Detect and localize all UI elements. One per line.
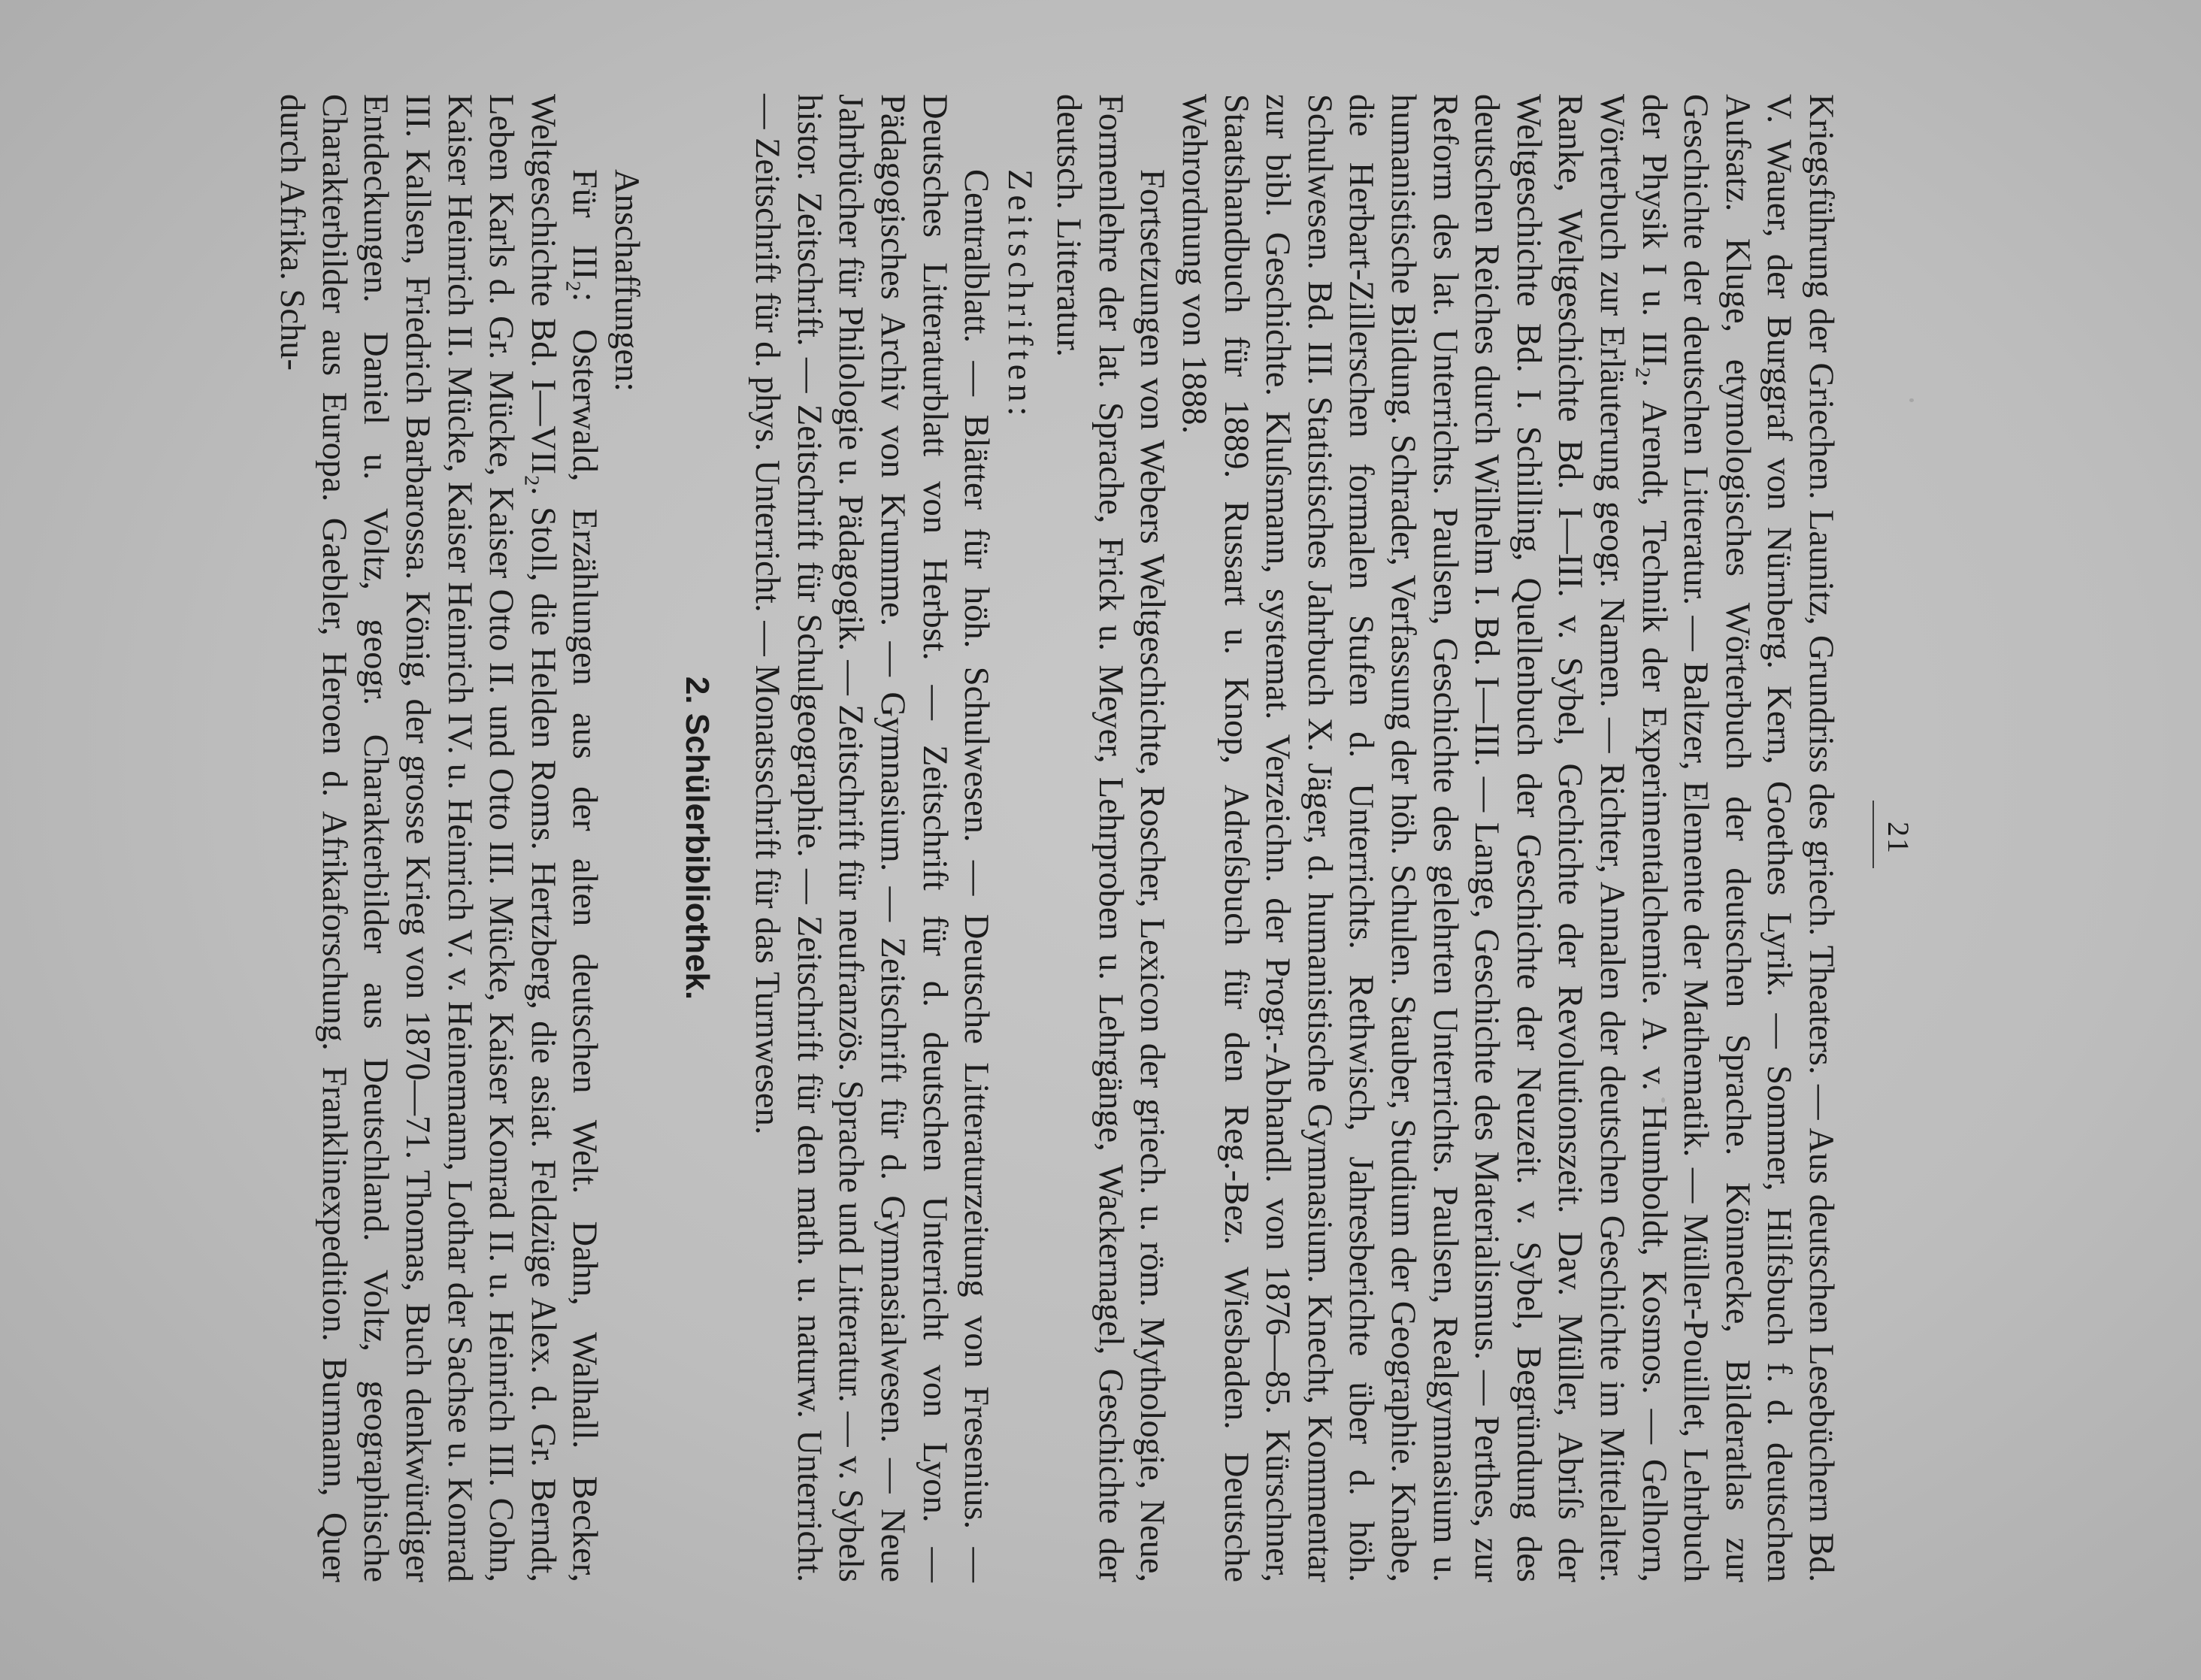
page-body — [271, 94, 1842, 1582]
journals-subheading: Zeitschriften: — [1000, 169, 1039, 421]
page-number-rule — [1873, 801, 1874, 868]
journals-paragraph: Centralblatt. — Blätter für höh. Schulwesen. — Deutsche Litteraturzeitung von Fresenius. — Deutsches Litteraturblatt von Herbst. — Zeitschrift für d. deutschen Unterricht von Lyon. — Pädagogisches Archiv von Krumme. — Gymnasium. — Zeitschrift für d. Gymnasialwesen. — Neue Jahrbücher für Philologie u. Pädagogik. — Zeitschrift für neufranzös. Sprache und Litteratur. — v. Sybels histor. Zeitschrift. — Zeitschrift für Schulgeographie. — Zeitschrift für den math. u. naturw. Unterricht. — Zeitschrift für d. phys. Unterricht. — Monatsschrift für das Turnwesen. — [748, 94, 996, 1582]
acquisitions-paragraph: Für III₂: Osterwald, Erzählungen aus der alten deutschen Welt. Dahn, Walhall. Becker, Weltgeschichte Bd. I—VII₂. Stoll, die Helden Roms. Hertzberg, die asiat. Feldzüge Alex. d. Gr. Berndt, Leben Karls d. Gr. Mücke, Kaiser Otto II. und Otto III. Mücke, Kaiser Konrad II. u. Heinrich III. Cohn, Kaiser Heinrich II. Mücke, Kaiser Heinrich IV. u. Heinrich V. v. Heinemann, Lothar der Sachse u. Konrad III. Kallsen, Friedrich Barbarossa. König, der grosse Krieg von 1870—71. Thomas, Buch denkwürdiger Entdeckungen. Daniel u. Voltz, geogr. Charakterbilder aus Deutschland. Voltz, geographische Charakterbilder aus Europa. Gaebler, Heroen d. Afrikaforschung. Franklinexpedition. Burmann, Quer durch Afrika. Schu- — [273, 94, 604, 1582]
acquisitions-label: Anschaffungen: — [607, 169, 646, 392]
rotated-page-content — [184, 94, 1928, 1642]
reference-paragraph: Kriegsführung der Griechen. Launitz, Grundriss des griech. Theaters. — Aus deutschen Lesebüchern Bd. V. Wauer, der Burggraf von Nürnberg. Kern, Goethes Lyrik. — Sommer, Hilfsbuch f. d. deutschen Aufsatz. Kluge, etymologisches Wörterbuch der deutschen Sprache. Könnecke, Bilderatlas zur Geschichte der deutschen Litteratur. — Baltzer, Elemente der Mathematik. — Müller-Pouillet, Lehrbuch der Physik I u. III₂. Arendt, Technik der Experimentalchemie. A. v. Humboldt, Kosmos. — Gelhorn, Wörterbuch zur Erläuterung geogr. Namen. — Richter, Annalen der deutschen Geschichte im Mittelalter. Ranke, Weltgeschichte Bd. I—III. v. Sybel, Gechichte der Revolutionszeit. Dav. Müller, Abriſs der Weltgeschichte Bd. I. Schilling, Quellenbuch der Geschichte der Neuzeit. v. Sybel, Begründung des deutschen Reiches durch Wilhelm I. Bd. I—III. — Lange, Geschichte des Materialismus. — Perthes, zur Reform des lat. Unterrichts. Paulsen, Geschichte des gelehrten Unterrichts. Paulsen, Realgymnasium u. humanistische Bildung. Schrader, Verfassung der höh. Schulen. Stauber, Studium der Geographie. Knabe, die Herbart-Zillerschen formalen Stufen d. Unterrichts. Rethwisch, Jahresberichte über d. höh. Schulwesen. Bd. III. Statistisches Jahrbuch X. Jäger, d. humanistische Gymnasium. Knecht, Kommentar zur bibl. Geschichte. Kluſsmann, systemat. Verzeichn. der Progr.-Abhandl. von 1876—85. Kürschner, Staatshandbuch für 1889. Russart u. Knop, Adreſsbuch für den Reg.-Bez. Wiesbaden. Deutsche Wehrordnung von 1888. — [1175, 94, 1840, 1582]
section-heading: 2. Schülerbibliothek. — [678, 676, 716, 1000]
continuations-paragraph: Fortsetzungen von Webers Weltgeschichte, Roscher, Lexicon der griech. u. röm. Mythologie, Neue, Formenlehre der lat. Sprache, Frick u. Meyer, Lehrproben u. Lehrgänge, Wackernagel, Geschichte der deutsch. Litteratur. — [1049, 94, 1172, 1582]
page-number: 21 — [1882, 822, 1915, 855]
